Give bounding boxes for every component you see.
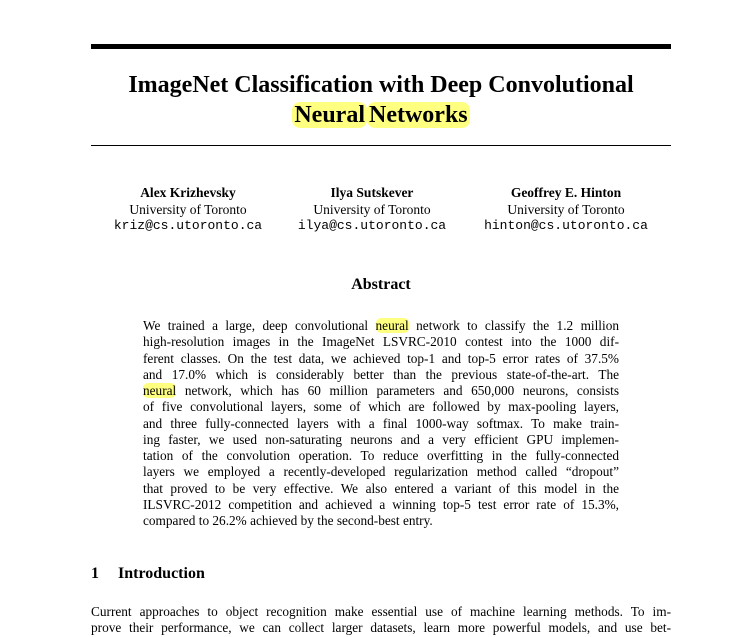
author-affiliation: University of Toronto bbox=[507, 201, 625, 217]
paper-title-line-1: ImageNet Classification with Deep Convolutional bbox=[128, 72, 634, 98]
highlight-networks[interactable]: Networks bbox=[369, 102, 468, 128]
abstract-line: We trained a large, deep convolutional neural network to classify the 1.2 million bbox=[143, 318, 619, 333]
abstract-heading: Abstract bbox=[351, 276, 411, 293]
abstract-line: ferent classes. On the test data, we achieved top-1 and top-5 error rates of 37.5% bbox=[143, 350, 619, 366]
author-affiliation: University of Toronto bbox=[313, 201, 431, 217]
intro-line: prove their performance, we can collect larger datasets, learn more powerful models, and use bet- bbox=[91, 620, 671, 636]
abstract-line: tation of the convolution operation. To reduce overfitting in the fully-connected bbox=[143, 448, 619, 463]
author-2 bbox=[272, 185, 472, 235]
author-3 bbox=[466, 185, 666, 235]
abstract-line: neural network, which has 60 million parameters and 650,000 neurons, consists bbox=[143, 383, 619, 398]
intro-line: Current approaches to object recognition make essential use of machine learning methods. To im- bbox=[91, 604, 671, 619]
author-email: ilya@cs.utoronto.ca bbox=[297, 218, 447, 233]
abstract-line: ing faster, we used non-saturating neurons and a very efficient GPU implemen- bbox=[143, 431, 619, 447]
author-email: kriz@cs.utoronto.ca bbox=[113, 218, 263, 233]
section-title: Introduction bbox=[118, 565, 205, 582]
section-heading bbox=[91, 565, 205, 583]
abstract-line: and three fully-connected layers with a final 1000-way softmax. To make train- bbox=[143, 415, 619, 431]
top-rule bbox=[91, 44, 671, 49]
title-rule bbox=[91, 145, 671, 146]
abstract-line: compared to 26.2% achieved by the second-best entry. bbox=[143, 513, 433, 528]
author-affiliation: University of Toronto bbox=[129, 201, 247, 217]
highlight-neural[interactable]: Neural bbox=[294, 102, 365, 128]
author-name: Geoffrey E. Hinton bbox=[510, 185, 622, 200]
paper-title-line-2 bbox=[91, 100, 671, 130]
abstract-line: high-resolution images in the ImageNet LSVRC-2010 contest into the 1000 dif- bbox=[143, 334, 619, 350]
abstract-line: that proved to be very effective. We also entered a variant of this model in the bbox=[143, 480, 619, 496]
abstract-line: layers we employed a recently-developed regularization method called “dropout” bbox=[143, 464, 619, 480]
highlight-neural[interactable]: neural bbox=[375, 318, 409, 333]
author-name: Ilya Sutskever bbox=[330, 185, 414, 200]
highlight-neural[interactable]: neural bbox=[143, 383, 177, 398]
author-1 bbox=[88, 185, 288, 235]
author-email: hinton@cs.utoronto.ca bbox=[484, 218, 648, 233]
section-number: 1 bbox=[91, 565, 99, 582]
abstract-line: of five convolutional layers, some of which are followed by max-pooling layers, bbox=[143, 399, 619, 415]
author-name: Alex Krizhevsky bbox=[140, 185, 236, 200]
abstract-line: ILSVRC-2012 competition and achieved a winning top-5 test error rate of 15.3%, bbox=[143, 496, 619, 512]
abstract-body bbox=[143, 318, 619, 529]
abstract-line: and 17.0% which is considerably better than the previous state-of-the-art. The bbox=[143, 366, 619, 382]
